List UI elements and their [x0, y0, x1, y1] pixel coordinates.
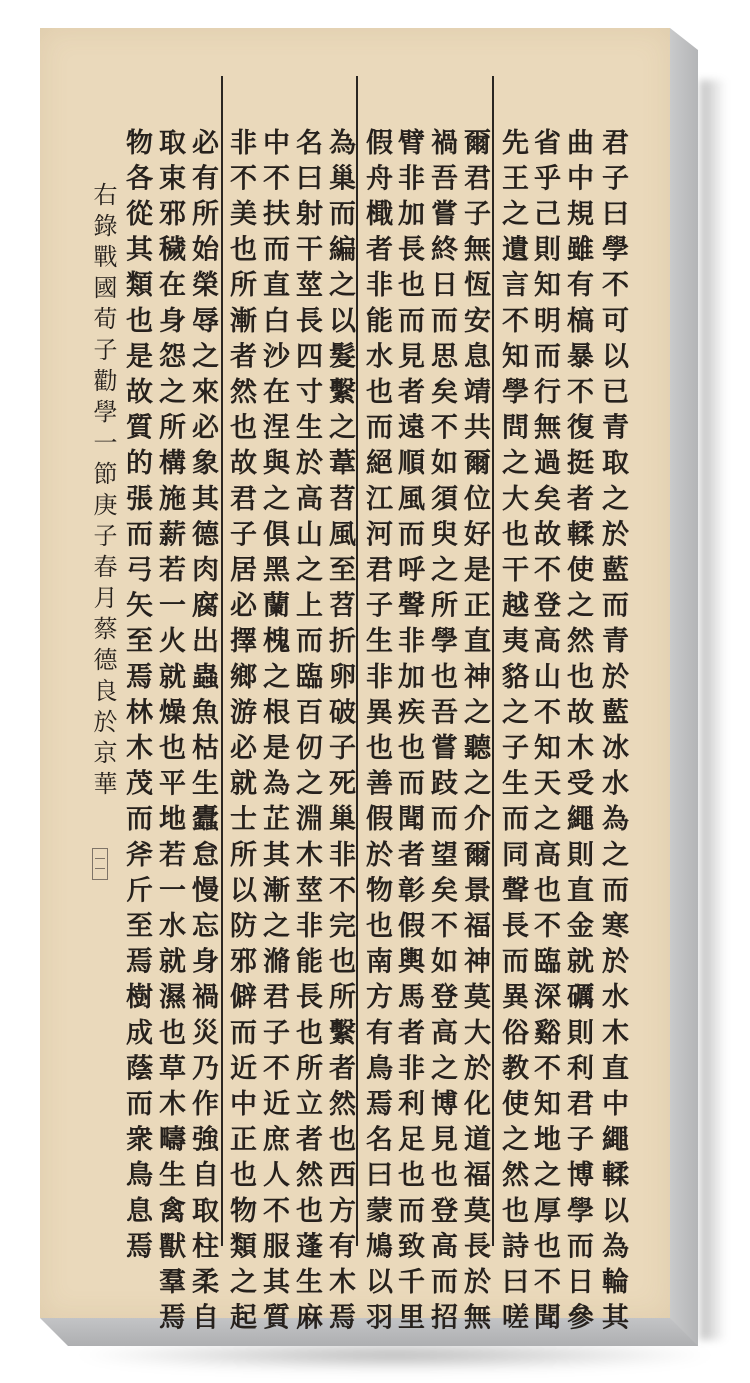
- text-column-7: 臂非加長也而見者遠順風而呼聲非加疾也而聞者彰假輿馬者非利足也而致千里: [393, 128, 424, 1339]
- panel-shadow-right: [700, 80, 726, 1340]
- seal-stamp: [92, 848, 108, 880]
- text-column-9: 為巢而編之以髮繫之葦苕風至苕折卵破子死巢非不完也所繫者然也西方有木焉: [324, 128, 355, 1339]
- text-column-3: 省乎己則知明而行無過矣故不登高山不知天之高也不臨深谿不知地之厚也不聞: [529, 128, 560, 1339]
- text-column-11: 中不扶而直白沙在涅與之俱黑蘭槐之根是為芷其漸之滫君子不近庶人不服其質: [258, 128, 289, 1339]
- text-column-8: 假舟檝者非能水也而絕江河君子生非異也善假於物也南方有鳥焉名曰蒙鳩以羽: [361, 128, 392, 1339]
- divider-line-1: [221, 76, 223, 1246]
- text-column-15: 物各從其類也是故質的張而弓矢至焉林木茂而斧斤至焉樹成蔭而衆鳥息焉: [121, 128, 152, 1268]
- text-column-5: 爾君子無恆安息靖共爾位好是正直神之聽之介爾景福神莫大於化道福莫長於無: [459, 128, 490, 1339]
- text-column-1: 君子曰學不可以已青取之於藍而青於藍冰水為之而寒於水木直中繩輮以為輪其: [597, 128, 628, 1339]
- divider-line-2: [356, 76, 358, 1246]
- text-column-10: 名曰射干莖長四寸生於高山之上而臨百仞之淵木莖非能長也所立者然也蓬生麻: [291, 128, 322, 1339]
- text-column-13: 必有所始榮辱之來必象其德肉腐出蟲魚枯生蠹怠慢忘身禍災乃作強自取柱柔自: [187, 128, 218, 1339]
- text-column-6: 禍吾嘗終日而思矣不如須臾之所學也吾嘗跂而望矣不如登高之博見也登高而招: [426, 128, 457, 1339]
- signature-inscription: 右錄戰國荀子勸學一節庚子春月蔡德良於京華: [89, 182, 117, 802]
- text-column-12: 非不美也所漸者然也故君子居必擇鄉游必就士所以防邪僻而近中正也物類之起: [225, 128, 256, 1339]
- panel-edge-right: [670, 28, 698, 1346]
- text-column-2: 曲中規雖有槁暴不復挺者輮使之然也故木受繩則直金就礪則利君子博學而日參: [562, 128, 593, 1339]
- text-column-4: 先王之遺言不知學問之大也干越夷貉之子生而同聲長而異俗教使之然也詩曰嗟: [497, 128, 528, 1339]
- divider-line-3: [492, 76, 494, 1246]
- text-column-14: 取束邪穢在身怨之所構施薪若一火就燥也平地若一水就濕也草木疇生禽獸羣焉: [154, 128, 185, 1339]
